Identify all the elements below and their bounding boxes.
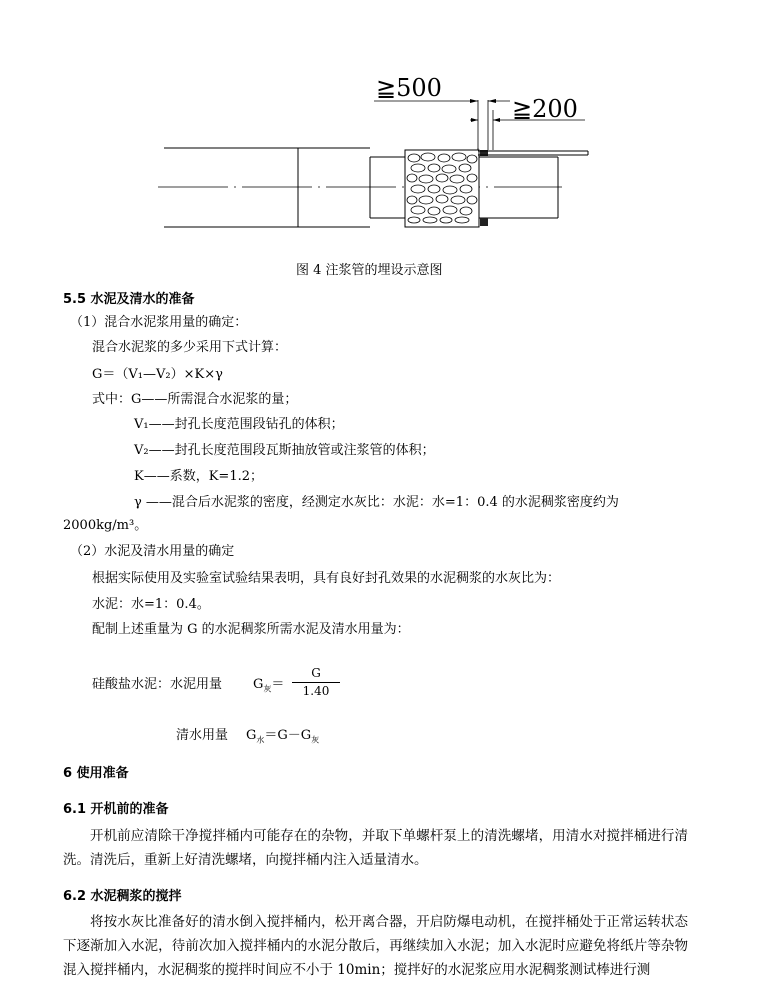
section-heading-5-5: 5.5 水泥及清水的准备	[63, 292, 195, 307]
grouting-pipe-diagram	[0, 0, 757, 260]
section-heading-6: 6 使用准备	[63, 766, 129, 781]
formula-intro: 混合水泥浆的多少采用下式计算：	[92, 340, 288, 355]
def-gamma: γ ——混合后水泥浆的密度，经测定水灰比：水泥：水=1：0.4 的水泥稠浆密度约为	[134, 495, 619, 510]
def-v2: V₂——封孔长度范围段瓦斯抽放管或注浆管的体积；	[134, 443, 435, 458]
def-k: K——系数，K=1.2；	[134, 469, 263, 484]
cement-symbol: $G_灰=$	[253, 677, 285, 694]
item-1-title: （1）混合水泥浆用量的确定：	[70, 315, 248, 330]
ratio-text: 水泥：水=1：0.4。	[92, 597, 210, 612]
item-2-title: （2）水泥及清水用量的确定	[70, 544, 235, 559]
result-text: 根据实际使用及实验室试验结果表明，具有良好封孔效果的水泥稠浆的水灰比为：	[92, 571, 561, 586]
main-formula: G＝（V₁—V₂）×K×γ	[92, 367, 223, 382]
section-heading-6-2: 6.2 水泥稠浆的搅拌	[63, 889, 182, 904]
fraction-bar	[292, 682, 340, 683]
dimension-label-200: ≧200	[512, 95, 578, 123]
section-heading-6-1: 6.1 开机前的准备	[63, 802, 169, 817]
water-formula: $G_水=G-G_灰$	[246, 728, 320, 745]
def-v1: V₁——封孔长度范围段钻孔的体积；	[134, 417, 344, 432]
figure-caption: 图 4 注浆管的埋设示意图	[296, 263, 443, 278]
formula-where: 式中：G——所需混合水泥浆的量；	[92, 392, 298, 407]
fraction-denominator: 1.40	[302, 684, 330, 698]
density-value: 2000kg/m³。	[63, 518, 148, 533]
dimension-label-500: ≧500	[376, 74, 442, 102]
prepare-text: 配制上述重量为 G 的水泥稠浆所需水泥及清水用量为：	[92, 622, 410, 637]
cement-label: 硅酸盐水泥：水泥用量	[92, 677, 223, 692]
paragraph-6-2: 将按水灰比准备好的清水倒入搅拌桶内，松开离合器，开启防爆电动机，在搅拌桶处于正常运转状态下逐渐加入水泥，待前次加入搅拌桶内的水泥分散后，再继续加入水泥；加入水泥时应避免将纸片等杂物混入搅拌桶内，水泥稠浆的搅拌时间应不小于 10min；搅拌好的水泥浆应用水泥稠浆测试棒进行测	[63, 914, 688, 978]
fraction-numerator: G	[311, 666, 321, 680]
paragraph-6-1: 开机前应清除干净搅拌桶内可能存在的杂物，并取下单螺杆泵上的清洗螺堵，用清水对搅拌桶进行清洗。清洗后，重新上好清洗螺堵，向搅拌桶内注入适量清水。	[63, 828, 688, 868]
water-label: 清水用量	[176, 728, 229, 743]
